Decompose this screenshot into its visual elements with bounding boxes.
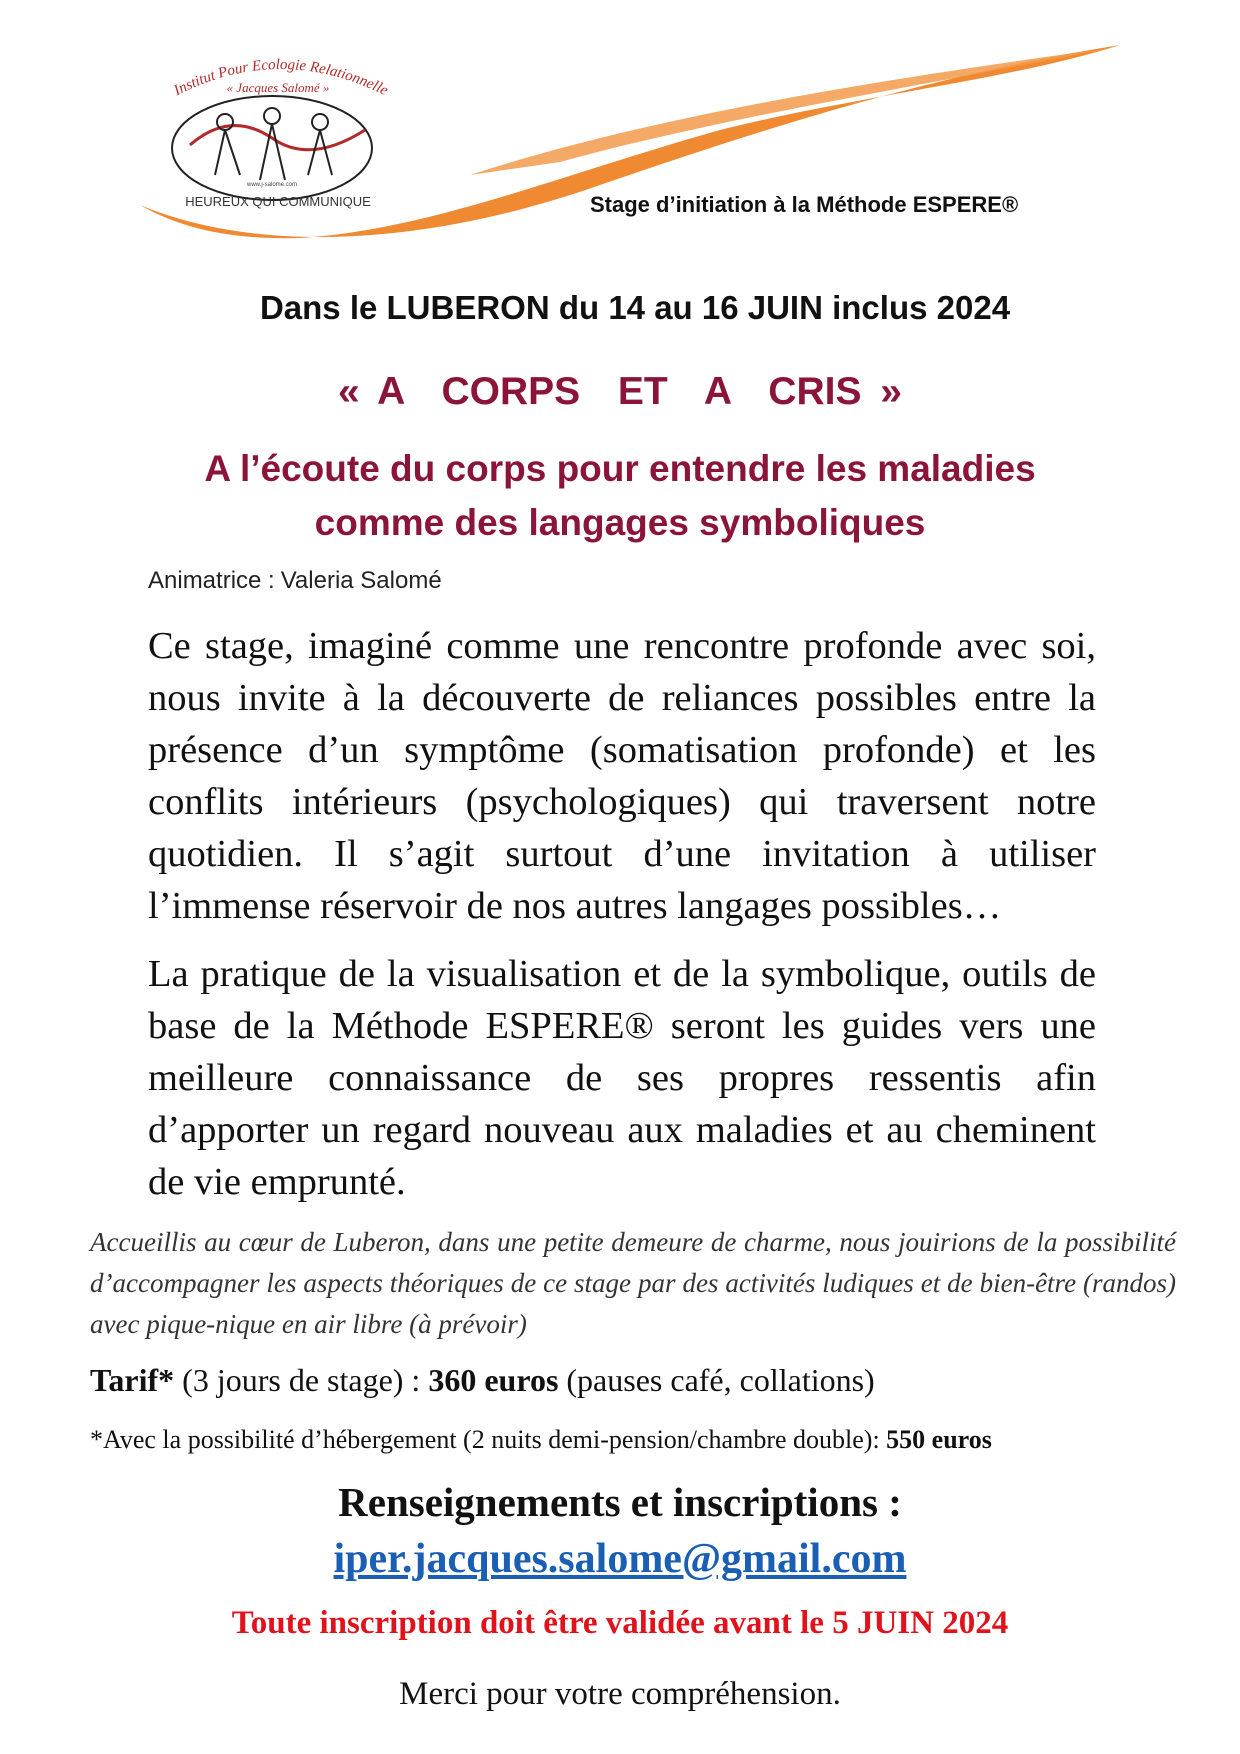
tarif-label: Tarif* [90,1362,175,1398]
logo-motto: HEUREUX QUI COMMUNIQUE [185,194,371,209]
logo-arc-text: Institut Pour Ecologie Relationnelle [171,56,391,100]
price-line [90,1362,875,1399]
subtitle-line-2: comme des langages symboliques [314,502,926,543]
facilitator-label: Animatrice : [148,567,275,594]
lodging-line [90,1425,992,1455]
lodging-text: *Avec la possibilité d’hébergement (2 nuits demi-pension/chambre double): [90,1425,880,1454]
facilitator [148,567,448,595]
price-includes: (pauses café, collations) [566,1362,875,1398]
lodging-price: 550 euros [886,1425,992,1454]
main-title: « A CORPS ET A CRIS » [338,370,902,413]
description-paragraph-2: La pratique de la visualisation et de la symbolique, outils de base de la Méthode ESPERE® seront les guides vers une meilleure connaissance de ses propres ressentis afin d’apporter un regard nouveau aux maladies et au cheminent de vie emprunté. [148,953,1096,1203]
description-paragraph-1: Ce stage, imaginé comme une rencontre profonde avec soi, nous invite à la découverte de reliances possibles entre la présence d’un symptôme (somatisation profonde) et les conflits intérieurs (psychologiques) qui traversent notre quotidien. Il s’agit surtout d’une invitation à utiliser l’immense réservoir de nos autres langages possibles… [148,625,1096,927]
contact-heading: Renseignements et inscriptions : [338,1479,902,1525]
dates-heading: Dans le LUBERON du 14 au 16 JUIN inclus 2024 [259,289,1011,326]
logo-small-url: www.j-salome.com [246,182,298,188]
subtitle [100,442,1140,550]
welcome-paragraph: Accueillis au cœur de Luberon, dans une petite demeure de charme, nous jouirions de la possibilité d’accompagner les aspects théoriques de ce stage par des activités ludiques et de bien-être (randos) avec pique-nique en air libre (à prévoir) [90,1227,1176,1339]
email-link[interactable]: iper.jacques.salome@gmail.com [333,1536,907,1582]
logo-name: « Jacques Salomé » [226,80,330,95]
price-value: 360 euros [428,1362,559,1398]
thanks-note: Merci pour votre compréhension. [399,1676,841,1712]
institute-logo [160,50,400,215]
subtitle-line-1: A l’écoute du corps pour entendre les maladies [204,448,1036,489]
logo-emblem-icon [160,50,400,215]
tarif-detail: (3 jours de stage) : [182,1362,421,1398]
stage-line: Stage d’initiation à la Méthode ESPERE® [590,192,1019,217]
registration-deadline: Toute inscription doit être validée avant le 5 JUIN 2024 [231,1605,1009,1641]
facilitator-name: Valeria Salomé [280,567,442,594]
